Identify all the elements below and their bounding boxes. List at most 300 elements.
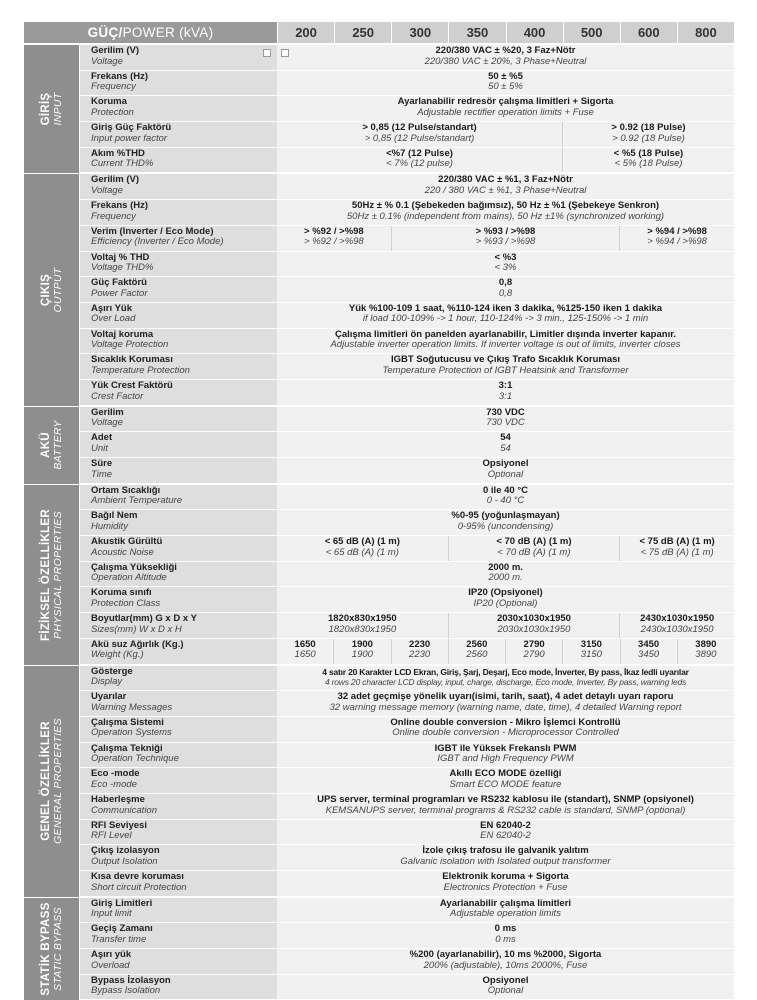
spec-name — [80, 666, 277, 691]
spec-name-tr: Sıcaklık Koruması — [91, 354, 173, 366]
spec-value-tr: > %94 / >%98 — [647, 225, 707, 237]
spec-name-tr: Çalışma Tekniği — [91, 742, 163, 754]
table-header — [24, 22, 734, 43]
spec-value-en: IGBT and High Frequency PWM — [437, 753, 574, 765]
spec-name — [80, 743, 277, 768]
spec-name-en: Transfer time — [91, 933, 147, 945]
spec-value-tr: 2790 — [523, 638, 545, 650]
spec-value-en: 2230 — [409, 649, 431, 661]
spec-name-en: Sizes(mm) W x D x H — [91, 623, 182, 635]
spec-row — [80, 252, 734, 278]
spec-row — [80, 407, 734, 433]
spec-value-en: 32 warning message memory (warning name, date, time), 4 detailed Warning report — [329, 701, 682, 713]
spec-value-tr: İzole çıkış trafosu ile galvanik yalıtım — [422, 845, 589, 857]
spec-value-en: 50 ± 5% — [488, 81, 523, 93]
spec-value — [277, 354, 734, 379]
section-label-en: INPUT — [51, 92, 64, 126]
spec-value-en: 220/380 VAC ± 20%, 3 Phase+Neutral — [424, 55, 587, 67]
spec-name — [80, 562, 277, 587]
spec-value — [277, 277, 734, 302]
spec-name — [80, 458, 277, 483]
spec-value-en: 50Hz ± 0.1% (independent from mains), 50 Hz ±1% (synchronized working) — [346, 210, 665, 222]
spec-value-en: if load 100-109% -> 1 hour, 110-124% -> 3 min., 125-150% -> 1 min — [362, 313, 649, 325]
spec-row — [80, 303, 734, 329]
spec-value-tr: IGBT ile Yüksek Frekanslı PWM — [434, 742, 577, 754]
spec-name-en: Communication — [91, 804, 157, 816]
section-label — [24, 485, 80, 665]
spec-name-en: Crest Factor — [91, 390, 144, 402]
spec-name-tr: Süre — [91, 458, 113, 469]
spec-value — [277, 949, 734, 974]
spec-name — [80, 45, 277, 70]
spec-value — [277, 639, 333, 664]
spec-value-tr: 50 ± %5 — [488, 70, 523, 82]
spec-value — [677, 639, 734, 664]
spec-name-tr: Aşırı Yük — [91, 302, 133, 314]
spec-name-tr: Çıkış izolasyon — [91, 845, 160, 857]
spec-row — [80, 226, 734, 252]
spec-value-tr: 4 satır 20 Karakter LCD Ekran, Giriş, Şarj, Deşarj, Eco mode, İnverter, By pass, İkaz ledli uyarılar — [322, 666, 689, 677]
spec-name — [80, 354, 277, 379]
spec-value-tr: 1820x830x1950 — [327, 613, 397, 625]
spec-name — [80, 226, 277, 251]
spec-name-en: Voltage — [91, 417, 123, 429]
spec-name-tr: Yük Crest Faktörü — [91, 379, 173, 391]
spec-value — [277, 562, 734, 587]
spec-name-tr: Eco -mode — [91, 768, 140, 780]
section-label-en: STATIC BYPASS — [51, 907, 64, 991]
spec-value — [277, 96, 734, 121]
spec-value-en: Optional — [487, 985, 524, 997]
spec-value-en: EN 62040-2 — [480, 830, 531, 842]
spec-value-tr: 1650 — [294, 638, 316, 650]
spec-table — [24, 44, 734, 1000]
spec-value-en: 4 rows 20 character LCD display, input, charge, discharge, Eco mode, Inverter, By pass, warning leds — [324, 677, 687, 688]
spec-value — [277, 329, 734, 354]
spec-value — [277, 510, 734, 535]
spec-name-tr: Geçiş Zamanı — [91, 923, 153, 935]
spec-value-en: Galvanic isolation with Isolated output transformer — [400, 855, 611, 867]
spec-value-tr: < 75 dB (A) (1 m) — [639, 536, 715, 548]
spec-value-en: 2560 — [466, 649, 488, 661]
spec-name — [80, 871, 277, 896]
spec-value — [277, 691, 734, 716]
spec-value — [277, 845, 734, 870]
spec-name-tr: Akü suz Ağırlık (Kg.) — [91, 638, 184, 650]
spec-row — [80, 536, 734, 562]
spec-name — [80, 432, 277, 457]
power-column-header: 250 — [334, 22, 391, 43]
spec-value-en: Optional — [487, 468, 524, 480]
spec-value — [277, 303, 734, 328]
spec-value-en: KEMSANUPS server, terminal programs & RS232 cable is standard, SNMP (optional) — [325, 804, 686, 816]
spec-row — [80, 691, 734, 717]
spec-name-tr: RFI Seviyesi — [91, 819, 147, 831]
spec-section — [24, 173, 734, 405]
spec-value-tr: 2000 m. — [488, 561, 523, 573]
spec-value-en: 200% (adjustable), 10ms 2000%, Fuse — [423, 959, 588, 971]
power-column-header: 400 — [506, 22, 563, 43]
spec-value-tr: 0,8 — [498, 277, 513, 289]
spec-name-en: Frequency — [91, 210, 136, 222]
spec-value — [277, 200, 734, 225]
spec-row — [80, 277, 734, 303]
spec-section — [24, 484, 734, 665]
spec-name-tr: Haberleşme — [91, 793, 145, 805]
spec-name-tr: Ortam Sıcaklığı — [91, 484, 161, 496]
spec-value-en: Adjustable inverter operation limits. If inverter voltage is out of limits, inverter closes — [330, 339, 681, 351]
section-label-tr: FİZİKSEL ÖZELLİKLER — [39, 508, 52, 641]
power-column-header: 800 — [677, 22, 734, 43]
spec-name-tr: Voltaj koruma — [91, 328, 154, 340]
spec-row — [80, 794, 734, 820]
spec-value-en: 2790 — [523, 649, 545, 661]
spec-name-tr: Frekans (Hz) — [91, 70, 149, 82]
spec-value — [277, 820, 734, 845]
spec-name — [80, 717, 277, 742]
spec-name-tr: Giriş Güç Faktörü — [91, 122, 172, 134]
spec-value — [277, 923, 734, 948]
section-label-tr: STATİK BYPASS — [39, 902, 52, 996]
spec-value-en: < 70 dB (A) (1 m) — [497, 546, 571, 558]
checkbox-icon[interactable] — [263, 49, 271, 57]
spec-value-en: 0-95% (uncondensing) — [457, 520, 554, 532]
spec-name-en: Voltage Protection — [91, 339, 169, 351]
section-label-en: OUTPUT — [51, 267, 64, 313]
spec-name-tr: Aşırı yük — [91, 949, 132, 961]
spec-value — [277, 898, 734, 923]
section-label — [24, 666, 80, 897]
spec-value — [277, 407, 734, 432]
spec-name — [80, 407, 277, 432]
spec-name-en: Frequency — [91, 81, 136, 93]
spec-value-tr: Opsiyonel — [482, 458, 529, 469]
spec-value — [277, 432, 734, 457]
spec-name-en: Eco -mode — [91, 778, 137, 790]
spec-name — [80, 845, 277, 870]
spec-name — [80, 380, 277, 405]
spec-row — [80, 666, 734, 692]
spec-section — [24, 406, 734, 484]
spec-name-en: Voltage — [91, 185, 123, 197]
spec-value-en: 0 ms — [495, 933, 516, 945]
spec-value-en: < 65 dB (A) (1 m) — [325, 546, 399, 558]
spec-value-tr: EN 62040-2 — [480, 819, 531, 831]
spec-name — [80, 200, 277, 225]
spec-value-en: 1650 — [294, 649, 316, 661]
spec-name-en: Over Load — [91, 313, 136, 325]
spec-name-tr: Akustik Gürültü — [91, 536, 163, 548]
spec-row — [80, 743, 734, 769]
spec-row — [80, 174, 734, 200]
spec-name-en: Overload — [91, 959, 130, 971]
spec-row — [80, 354, 734, 380]
spec-name — [80, 71, 277, 96]
spec-value-en: 220 / 380 VAC ± %1, 3 Phase+Neutral — [424, 185, 587, 197]
spec-name-tr: Çalışma Yüksekliği — [91, 561, 177, 573]
spec-value-en: 1820x830x1950 — [328, 623, 397, 635]
spec-name-en: Ambient Temperature — [91, 495, 183, 507]
spec-name — [80, 122, 277, 147]
spec-value — [448, 536, 620, 561]
spec-row — [80, 96, 734, 122]
spec-name-tr: Bypass İzolasyon — [91, 974, 171, 986]
spec-value-tr: 3150 — [580, 638, 602, 650]
spec-name — [80, 303, 277, 328]
spec-value — [277, 975, 734, 1000]
spec-name-tr: Gösterge — [91, 665, 133, 677]
spec-name-en: Warning Messages — [91, 701, 173, 713]
spec-name-en: Acoustic Noise — [91, 546, 154, 558]
spec-value — [277, 768, 734, 793]
spec-name — [80, 510, 277, 535]
spec-value-en: 54 — [500, 442, 511, 454]
spec-value-tr: Ayarlanabilir çalışma limitleri — [439, 897, 572, 909]
spec-row — [80, 587, 734, 613]
spec-value-tr: 2430x1030x1950 — [640, 613, 715, 625]
spec-row — [80, 975, 734, 1000]
spec-value-tr: > 0,85 (12 Pulse/standart) — [362, 122, 477, 134]
spec-row — [80, 148, 734, 174]
section-label-tr: ÇIKIŞ — [39, 273, 52, 307]
spec-name-en: Power Factor — [91, 287, 148, 299]
spec-value-en: Smart ECO MODE feature — [449, 778, 562, 790]
spec-value-tr: < %5 (18 Pulse) — [613, 147, 684, 159]
spec-value-tr: Çalışma limitleri ön panelden ayarlanabilir, Limitler dışında inverter kapanır. — [334, 328, 677, 340]
spec-row — [80, 45, 734, 71]
spec-value-tr: 0 ile 40 °C — [483, 484, 528, 496]
spec-name-en: Short circuit Protection — [91, 881, 187, 893]
spec-value-tr: Ayarlanabilir redresör çalışma limitleri + Sigorta — [397, 96, 614, 108]
spec-value-tr: 3890 — [695, 638, 717, 650]
spec-name — [80, 923, 277, 948]
spec-value — [505, 639, 562, 664]
section-label — [24, 45, 80, 173]
spec-value — [277, 45, 734, 70]
spec-value — [391, 639, 448, 664]
spec-value-tr: 50Hz ± % 0.1 (Şebekeden bağımsız), 50 Hz ± %1 (Şebekeye Senkron) — [351, 200, 660, 212]
spec-value-tr: < 65 dB (A) (1 m) — [324, 536, 400, 548]
spec-value — [277, 148, 562, 173]
spec-name — [80, 639, 277, 664]
spec-name-en: Output Isolation — [91, 855, 158, 867]
spec-value-en: > 0,85 (12 Pulse/standart) — [364, 132, 475, 144]
spec-value-en: < 75 dB (A) (1 m) — [640, 546, 714, 558]
spec-value-en: Adjustable operation limits — [450, 908, 561, 920]
spec-value-en: 730 VDC — [486, 417, 525, 429]
spec-name-en: Operation Systems — [91, 727, 172, 739]
spec-name-tr: Adet — [91, 432, 113, 444]
spec-row — [80, 122, 734, 148]
spec-section — [24, 665, 734, 897]
power-column-header: 300 — [391, 22, 448, 43]
spec-value-en: 2030x1030x1950 — [497, 623, 571, 635]
spec-value-en: 3150 — [580, 649, 602, 661]
spec-value-tr: 730 VDC — [486, 406, 525, 418]
spec-row — [80, 458, 734, 484]
spec-value — [448, 639, 505, 664]
spec-value-tr: 2030x1030x1950 — [496, 613, 571, 625]
spec-name-tr: Koruma — [91, 96, 127, 108]
spec-value — [277, 458, 734, 483]
spec-value-tr: 220/380 VAC ± %20, 3 Faz+Nötr — [435, 45, 576, 56]
spec-value-tr: > %92 / >%98 — [304, 225, 364, 237]
spec-value-tr: 2560 — [466, 638, 488, 650]
spec-name — [80, 794, 277, 819]
spec-name-en: Protection — [91, 106, 134, 118]
spec-name-tr: Giriş Limitleri — [91, 897, 153, 909]
spec-name-en: Display — [91, 676, 123, 688]
spec-value — [277, 252, 734, 277]
spec-section — [24, 44, 734, 173]
spec-value — [277, 174, 734, 199]
spec-value-tr: 220/380 VAC ± %1, 3 Faz+Nötr — [438, 174, 573, 186]
spec-name — [80, 587, 277, 612]
spec-row — [80, 820, 734, 846]
power-column-header: 200 — [277, 22, 334, 43]
spec-name-tr: Gerilim — [91, 406, 124, 418]
spec-value-en: 3890 — [695, 649, 717, 661]
spec-value-en: 3450 — [638, 649, 660, 661]
spec-value — [277, 613, 448, 638]
spec-name — [80, 768, 277, 793]
spec-value-en: IP20 (Optional) — [473, 598, 538, 610]
spec-row — [80, 380, 734, 406]
spec-value — [619, 226, 734, 251]
spec-value-tr: 3:1 — [498, 379, 513, 391]
spec-name-en: Current THD% — [91, 158, 154, 170]
spec-value — [277, 380, 734, 405]
spec-row — [80, 923, 734, 949]
spec-value — [277, 743, 734, 768]
spec-value-en: > %92 / >%98 — [304, 236, 364, 248]
power-column-header: 500 — [563, 22, 620, 43]
spec-value-tr: IP20 (Opsiyonel) — [468, 587, 543, 599]
spec-row — [80, 71, 734, 97]
spec-value-tr: Yük %100-109 1 saat, %110-124 iken 3 dakika, %125-150 iken 1 dakika — [348, 302, 663, 314]
section-label-tr: AKÜ — [39, 432, 52, 459]
spec-value-tr: < %3 — [494, 251, 517, 263]
section-label — [24, 407, 80, 484]
spec-name-en: RFI Level — [91, 830, 132, 842]
power-column-header: 350 — [448, 22, 505, 43]
spec-name-tr: Güç Faktörü — [91, 277, 147, 289]
power-column-header: 600 — [620, 22, 677, 43]
spec-name-tr: Gerilim (V) — [91, 45, 140, 56]
spec-value — [277, 226, 391, 251]
spec-value — [619, 613, 734, 638]
spec-row — [80, 845, 734, 871]
spec-value-tr: <%7 (12 Pulse) — [386, 147, 453, 159]
spec-value-tr: > %93 / >%98 — [475, 225, 536, 237]
spec-name-tr: Koruma sınıfı — [91, 587, 152, 599]
spec-row — [80, 717, 734, 743]
spec-value — [391, 226, 620, 251]
spec-value-tr: IGBT Soğutucusu ve Çıkış Trafo Sıcaklık Koruması — [390, 354, 621, 366]
spec-value-tr: 3450 — [638, 638, 660, 650]
spec-value-en: Electronics Protection + Fuse — [443, 881, 568, 893]
spec-value — [562, 148, 734, 173]
spec-value-tr: %0-95 (yoğunlaşmayan) — [451, 510, 560, 522]
spec-value — [620, 639, 677, 664]
spec-name-en: Time — [91, 468, 113, 480]
spec-value-en: 1900 — [351, 649, 373, 661]
spec-name-en: Temperature Protection — [91, 364, 190, 376]
spec-value-en: < 5% (18 Pulse) — [614, 158, 683, 170]
spec-name — [80, 252, 277, 277]
spec-value — [277, 666, 734, 691]
spec-value — [619, 536, 734, 561]
power-header-title: GÜÇ/POWER (kVA) — [24, 22, 277, 43]
spec-name-tr: Kısa devre koruması — [91, 871, 184, 882]
spec-value — [277, 71, 734, 96]
spec-value-tr: UPS server, terminal programları ve RS232 kablosu ile (standart), SNMP (opsiyonel) — [317, 793, 694, 805]
spec-value-tr: %200 (ayarlanabilir), 10 ms %2000, Sigorta — [409, 949, 602, 961]
spec-value-en: > %94 / >%98 — [647, 236, 707, 248]
spec-name — [80, 820, 277, 845]
spec-row — [80, 639, 734, 665]
spec-name-en: Input power factor — [91, 132, 168, 144]
checkbox-icon[interactable] — [281, 49, 289, 57]
spec-row — [80, 562, 734, 588]
spec-value — [277, 717, 734, 742]
spec-name — [80, 329, 277, 354]
spec-name-tr: Uyarılar — [91, 691, 127, 703]
section-label — [24, 898, 80, 1000]
spec-name — [80, 485, 277, 510]
spec-name-en: Voltage — [91, 55, 123, 67]
spec-name-tr: Bağıl Nem — [91, 510, 138, 522]
spec-value-en: > 0.92 (18 Pulse) — [612, 132, 685, 144]
section-label-en: PHYSICAL PROPERTIES — [51, 510, 64, 639]
spec-name-tr: Boyutlar(mm) G x D x Y — [91, 613, 197, 625]
spec-name — [80, 148, 277, 173]
spec-value-en: 2000 m. — [488, 572, 523, 584]
spec-name — [80, 949, 277, 974]
spec-value-tr: 32 adet geçmişe yönelik uyarı(isimi, tarih, saat), 4 adet detaylı uyarı raporu — [337, 691, 674, 703]
spec-row — [80, 898, 734, 924]
spec-name-tr: Çalışma Sistemi — [91, 716, 164, 728]
spec-name — [80, 277, 277, 302]
spec-name-en: Operation Technique — [91, 753, 179, 765]
spec-row — [80, 510, 734, 536]
spec-value-en: Adjustable rectifier operation limits + Fuse — [417, 106, 594, 118]
spec-name-en: Weight (Kg.) — [91, 649, 144, 661]
spec-row — [80, 329, 734, 355]
spec-name-en: Input limit — [91, 908, 132, 920]
spec-name-tr: Akım %THD — [91, 147, 145, 159]
spec-name — [80, 536, 277, 561]
spec-name-en: Efficiency (Inverter / Eco Mode) — [91, 236, 224, 248]
section-label-tr: GENEL ÖZELLİKLER — [39, 721, 52, 841]
spec-value-tr: Opsiyonel — [482, 974, 529, 986]
spec-name-en: Operation Altitude — [91, 572, 167, 584]
spec-row — [80, 200, 734, 226]
spec-name-en: Unit — [91, 442, 108, 454]
spec-value — [277, 122, 562, 147]
section-label — [24, 174, 80, 405]
section-label-tr: GİRİŞ — [39, 92, 52, 126]
spec-value — [448, 613, 620, 638]
spec-row — [80, 768, 734, 794]
spec-name — [80, 691, 277, 716]
spec-value — [562, 122, 734, 147]
spec-name-en: Protection Class — [91, 598, 161, 610]
spec-value-en: > %93 / >%98 — [475, 236, 536, 248]
spec-value-tr: < 70 dB (A) (1 m) — [496, 536, 572, 548]
spec-row — [80, 871, 734, 897]
spec-row — [80, 613, 734, 639]
